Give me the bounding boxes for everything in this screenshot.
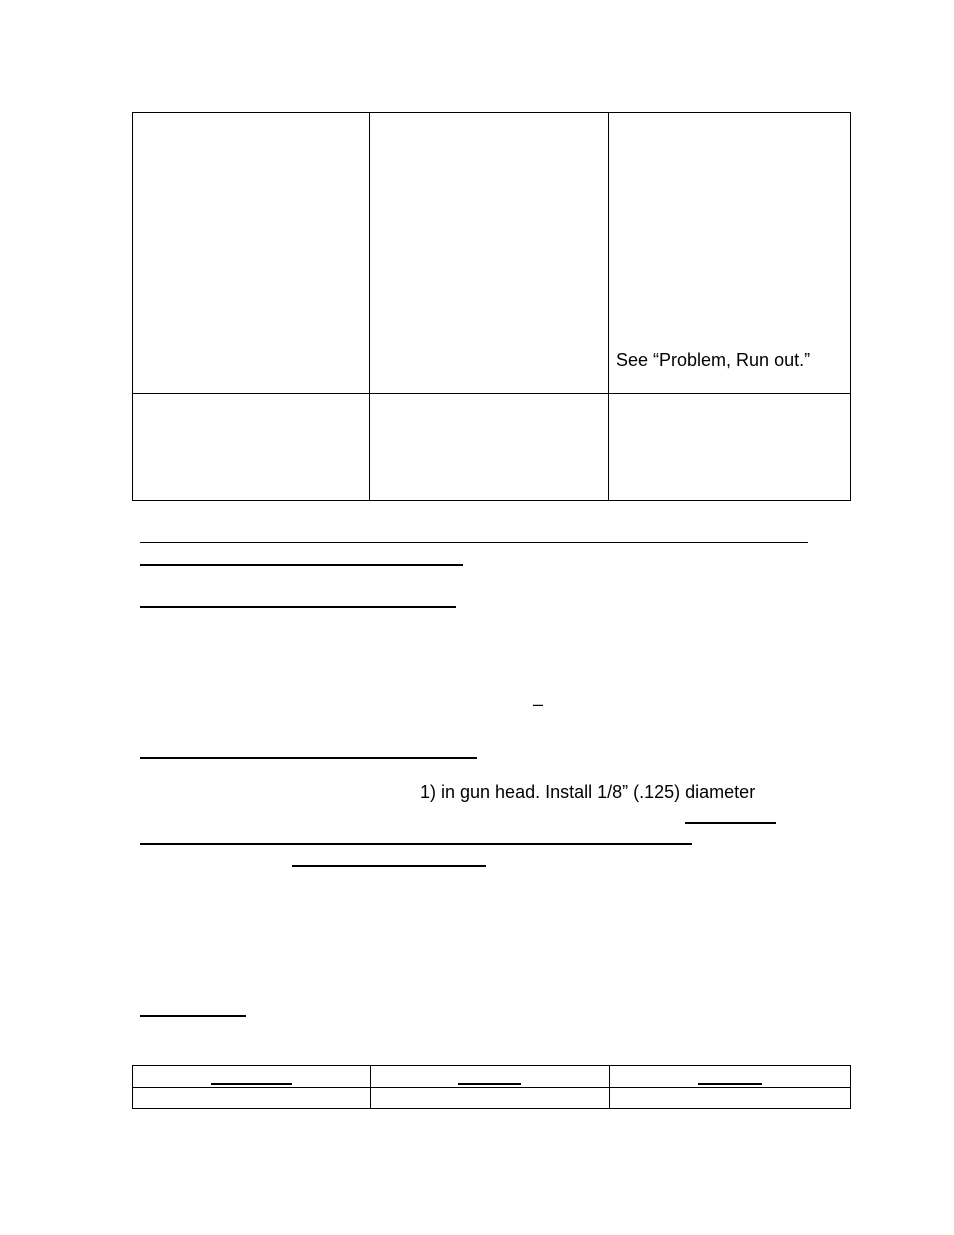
table-cell-r2c3 <box>609 394 850 500</box>
heading-underline-1a <box>140 542 808 543</box>
table-bottom-border <box>132 500 851 501</box>
underline-4a <box>685 822 776 824</box>
bottom-table-bottom-border <box>132 1108 851 1109</box>
gun-head-instruction: 1) in gun head. Install 1/8” (.125) diameter <box>420 782 756 802</box>
table-cell-r2c2 <box>370 394 608 500</box>
heading-underline-1b <box>140 564 463 566</box>
table-cell-r2c1 <box>133 394 369 500</box>
table-cell-r1c3 <box>609 113 850 393</box>
bottom-table-col-divider-1 <box>370 1065 371 1109</box>
bottom-table-left-border <box>132 1065 133 1109</box>
table-right-border <box>850 112 851 501</box>
bottom-table-top-border <box>132 1065 851 1066</box>
table-cell-r1c1 <box>133 113 369 393</box>
table-cell-r1c2 <box>370 113 608 393</box>
bottom-table-header-underline-2 <box>458 1083 521 1085</box>
bottom-table-header-underline-1 <box>211 1083 292 1085</box>
bottom-table-row-divider <box>132 1087 851 1088</box>
dash-mark: – <box>533 694 544 714</box>
heading-underline-5 <box>140 1015 246 1017</box>
underline-4b <box>140 843 692 845</box>
heading-underline-2 <box>140 606 456 608</box>
underline-4c <box>292 865 486 867</box>
bottom-table-header-underline-3 <box>698 1083 762 1085</box>
bottom-table-right-border <box>850 1065 851 1109</box>
bottom-table-col-divider-2 <box>609 1065 610 1109</box>
run-out-reference: See “Problem, Run out.” <box>616 350 811 370</box>
heading-underline-3 <box>140 757 477 759</box>
